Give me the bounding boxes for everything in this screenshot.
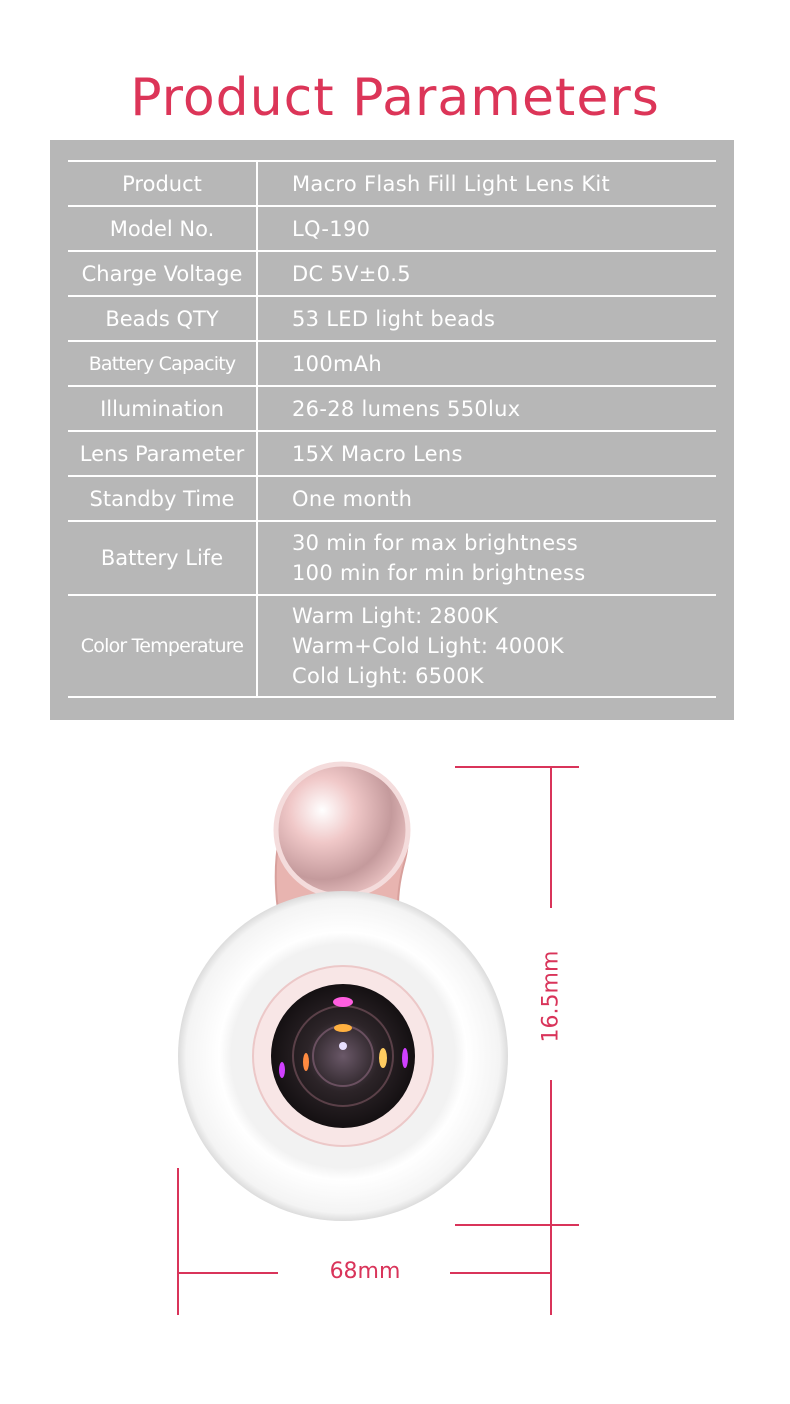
dimension-diagram [0, 740, 790, 1340]
param-value: 30 min for max brightness [292, 531, 578, 555]
param-value: 100mAh [292, 351, 383, 376]
table-row [68, 522, 716, 596]
param-label: Charge Voltage [68, 252, 258, 295]
param-label: Standby Time [68, 477, 258, 520]
param-value: 26-28 lumens 550lux [292, 396, 521, 421]
height-dimension-label: 16.5mm [538, 950, 564, 1043]
height-dimension-top-extension [455, 766, 579, 768]
table-row [68, 387, 716, 432]
table-row [68, 477, 716, 522]
width-dimension-line-left [177, 1272, 278, 1274]
param-value: One month [292, 486, 413, 511]
param-label: Battery Life [68, 522, 258, 594]
width-dimension-label: 68mm [329, 1259, 401, 1284]
height-dimension-line-lower [550, 1080, 552, 1315]
param-value: Warm Light: 2800K [292, 604, 499, 628]
param-label: Color Temperature [68, 596, 258, 696]
table-row [68, 432, 716, 477]
param-value: Macro Flash Fill Light Lens Kit [292, 171, 611, 196]
table-row [68, 252, 716, 297]
param-label: Battery Capacity [68, 342, 258, 385]
param-label: Illumination [68, 387, 258, 430]
parameters-panel [50, 140, 734, 720]
height-dimension-bottom-extension [455, 1224, 579, 1226]
param-value: 100 min for min brightness [292, 561, 586, 585]
param-value: Warm+Cold Light: 4000K [292, 634, 564, 658]
param-label: Beads QTY [68, 297, 258, 340]
macro-lens-fill-light-product-icon [0, 740, 790, 1340]
page-title: Product Parameters [130, 68, 660, 128]
width-dimension-line-right [450, 1272, 551, 1274]
height-dimension-line-upper [550, 766, 552, 908]
table-row [68, 342, 716, 387]
table-row [68, 207, 716, 252]
param-label: Product [68, 162, 258, 205]
table-row [68, 596, 716, 698]
param-value: DC 5V±0.5 [292, 261, 411, 286]
param-label: Model No. [68, 207, 258, 250]
table-row [68, 162, 716, 207]
param-value: 15X Macro Lens [292, 441, 463, 466]
table-row [68, 297, 716, 342]
param-value: 53 LED light beads [292, 306, 496, 331]
param-value: Cold Light: 6500K [292, 664, 484, 688]
param-value: LQ-190 [292, 216, 371, 241]
parameters-table [68, 160, 716, 698]
param-label: Lens Parameter [68, 432, 258, 475]
width-dimension-left-extension [177, 1168, 179, 1315]
